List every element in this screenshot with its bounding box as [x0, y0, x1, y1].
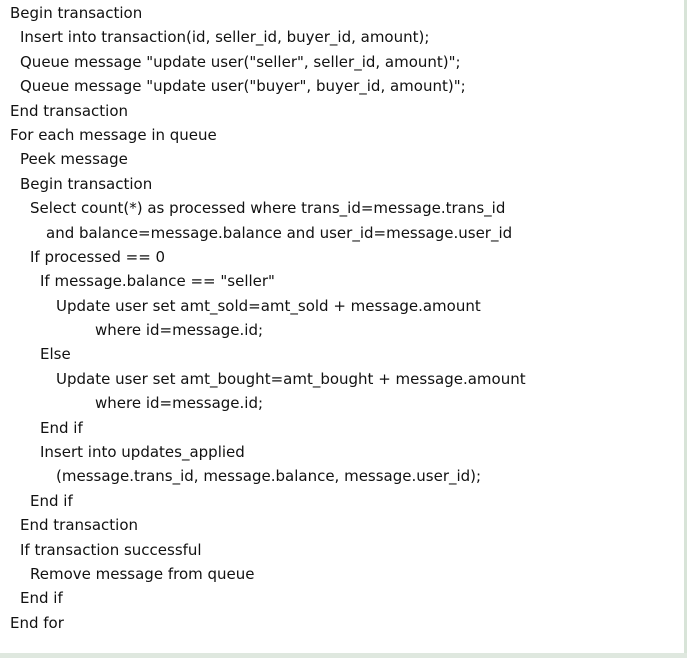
code-line: End if: [40, 418, 83, 437]
code-line: Peek message: [20, 150, 128, 169]
pseudocode-block: [10, 1, 526, 635]
code-line: Remove message from queue: [30, 564, 255, 583]
code-line: End for: [10, 613, 64, 632]
code-line: Else: [40, 345, 71, 364]
code-line: Begin transaction: [10, 4, 143, 22]
code-line: Queue message "update user("seller", seller_id, amount)";: [20, 52, 461, 71]
code-line: Update user set amt_sold=amt_sold + message.amount: [56, 296, 481, 315]
code-line: Update user set amt_bought=amt_bought + message.amount: [56, 369, 526, 388]
code-line: End transaction: [10, 101, 129, 120]
code-line: End if: [20, 589, 63, 608]
code-line: Insert into updates_applied: [40, 443, 245, 462]
code-line: Select count(*) as processed where trans_id=message.trans_id: [30, 199, 506, 218]
code-line: (message.trans_id, message.balance, message.user_id);: [56, 467, 482, 486]
code-line: where id=message.id;: [95, 321, 264, 340]
code-line: If message.balance == "seller": [40, 272, 275, 291]
code-line: and balance=message.balance and user_id=message.user_id: [46, 223, 513, 242]
code-line: End transaction: [20, 516, 139, 535]
code-line: where id=message.id;: [95, 394, 264, 413]
code-line: For each message in queue: [10, 125, 217, 144]
code-line: Queue message "update user("buyer", buyer_id, amount)";: [20, 77, 466, 96]
code-line: End if: [30, 491, 73, 510]
page-edge-bottom: [0, 653, 687, 658]
code-line: If transaction successful: [20, 540, 202, 559]
code-line: Insert into transaction(id, seller_id, buyer_id, amount);: [20, 28, 430, 47]
code-line: Begin transaction: [20, 174, 153, 193]
code-line: If processed == 0: [30, 247, 166, 266]
